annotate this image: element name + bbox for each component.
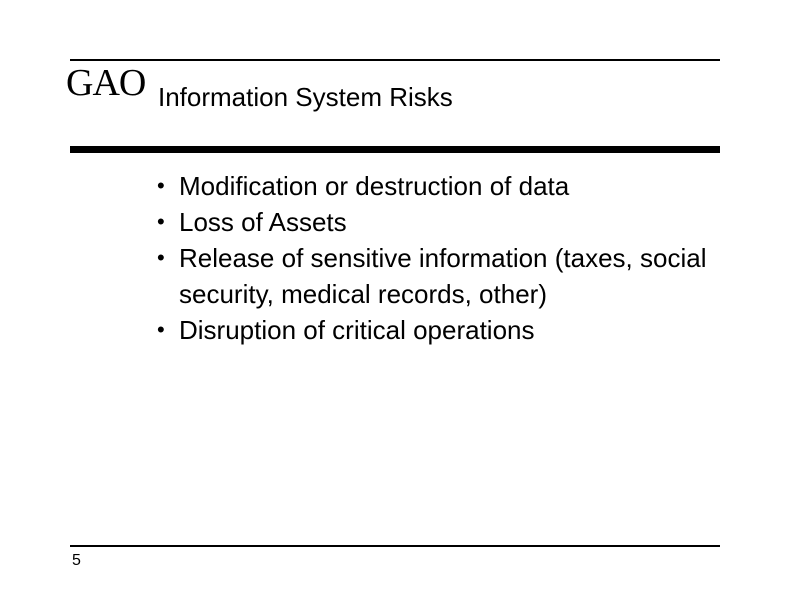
bullet-item [157,312,717,348]
slide-title: Information System Risks [158,82,453,112]
bullet-text: Release of sensitive information (taxes, social security, medical records, other) [179,243,707,309]
top-rule [70,59,720,61]
bullet-item [157,204,717,240]
bullet-dot-icon: • [157,317,165,342]
bullet-text: Modification or destruction of data [179,171,570,201]
bullet-dot-icon: • [157,209,165,234]
bullet-item [157,240,717,312]
bullet-dot-icon: • [157,173,165,198]
footer-rule [70,545,720,547]
title-divider [70,146,720,153]
bullet-text: Loss of Assets [179,207,347,237]
page-number: 5 [72,552,81,569]
gao-logo: GAO [66,62,146,104]
bullet-text: Disruption of critical operations [179,315,535,345]
bullet-dot-icon: • [157,245,165,270]
bullet-item [157,168,717,204]
bullet-list [157,168,717,348]
